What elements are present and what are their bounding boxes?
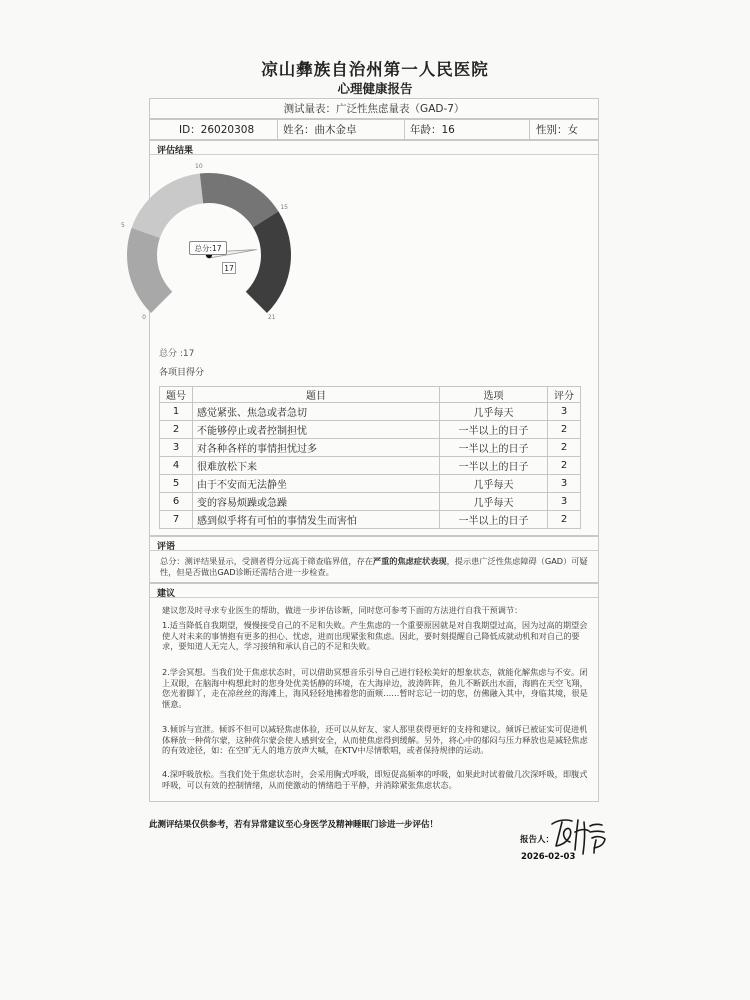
item-question: 不能够停止或者控制担忧 xyxy=(193,421,440,439)
patient-age: 年龄：16 xyxy=(410,124,455,136)
table-row xyxy=(160,457,581,475)
gauge-tick-label: 10 xyxy=(195,162,203,170)
reporter-label: 报告人： xyxy=(520,835,555,845)
item-score: 3 xyxy=(548,403,581,421)
item-scores-table xyxy=(159,386,581,529)
suggestion-intro: 建议您及时寻求专业医生的帮助，做进一步评估诊断，同时您可参考下面的方法进行自我干预调节： xyxy=(162,605,523,615)
table-row xyxy=(160,475,581,493)
item-question: 由于不安而无法静坐 xyxy=(193,475,440,493)
evaluation-divider xyxy=(150,154,598,155)
reporter-signature xyxy=(548,812,610,856)
item-score: 2 xyxy=(548,511,581,529)
suggestion-item: 2.学会冥想。当我们处于焦虑状态时，可以借助冥想音乐引导自己进行轻松美好的想象状态，就能化解焦虑与不安。闭上双眼，在脑海中构想此时的您身处优美恬静的环境，在大海岸边，波涛阵阵，鱼儿不断跃出水面，海鸥在天空飞翔，您光着脚丫，走在凉丝丝的海滩上，海风轻轻地拂着您的面颊……暂时忘记一切的您，仿佛融入其中，身临其境，很是惬意。 xyxy=(162,667,588,709)
item-score: 2 xyxy=(548,439,581,457)
item-option: 几乎每天 xyxy=(440,403,548,421)
item-question: 感到似乎将有可怕的事情发生而害怕 xyxy=(193,511,440,529)
item-option: 一半以上的日子 xyxy=(440,457,548,475)
item-question: 感觉紧张、焦急或者急切 xyxy=(193,403,440,421)
table-row xyxy=(160,511,581,529)
patient-gender: 性别：女 xyxy=(536,124,578,136)
gauge-tick-label: 5 xyxy=(120,221,125,229)
item-option: 几乎每天 xyxy=(440,475,548,493)
evaluation-title: 评估结果 xyxy=(157,146,194,156)
item-score: 3 xyxy=(548,493,581,511)
report-title: 心理健康报告 xyxy=(337,81,413,96)
patient-id-cell xyxy=(150,120,277,140)
table-header-row xyxy=(160,387,581,403)
disclaimer: 此测评结果仅供参考，若有异常建议至心身医学及精神睡眠门诊进一步评估！ xyxy=(149,820,439,830)
gauge-band-minimal xyxy=(127,228,172,313)
suggestion-title: 建议 xyxy=(157,589,176,599)
scale-row xyxy=(149,98,599,119)
item-question: 对各种各样的事情担忧过多 xyxy=(193,439,440,457)
col-option-header: 选项 xyxy=(440,387,548,403)
gauge-tick-label: 21 xyxy=(267,313,276,321)
item-option: 几乎每天 xyxy=(440,493,548,511)
comment-emphasis: 严重的焦虑症状表现 xyxy=(372,556,447,566)
hospital-name: 凉山彝族自治州第一人民医院 xyxy=(261,60,489,79)
table-row xyxy=(160,493,581,511)
col-no-header: 题号 xyxy=(160,387,193,403)
patient-age-cell xyxy=(404,120,529,140)
comment-suffix: ，提示患广泛性焦虑障碍（GAD）可疑性，但是否做出GAD诊断还需结合进一步检查。 xyxy=(160,556,588,577)
col-question-header: 题目 xyxy=(193,387,440,403)
comment-divider xyxy=(150,550,598,551)
item-no: 6 xyxy=(160,493,193,511)
item-score: 3 xyxy=(548,475,581,493)
suggestion-item: 3.倾诉与宣泄。倾诉不但可以减轻焦虑体验，还可以从好友、家人那里获得更好的支持和建议。倾诉已被证实可促进机体释放一种荷尔蒙，这种荷尔蒙会使人感到安全，从而使焦虑得到缓解。另外，将心中的郁闷与压力释放也是减轻焦虑的有效途径，如：在空旷无人的地方放声大喊，在KTV中尽情歌唱，或者保持规律的运动。 xyxy=(162,724,588,756)
report-date: 2026-02-03 xyxy=(521,852,576,862)
patient-name-cell xyxy=(277,120,404,140)
item-no: 5 xyxy=(160,475,193,493)
table-row xyxy=(160,403,581,421)
item-score: 2 xyxy=(548,421,581,439)
patient-gender-cell xyxy=(529,120,598,140)
total-score: 总分 :17 xyxy=(159,349,195,359)
item-no: 3 xyxy=(160,439,193,457)
item-option: 一半以上的日子 xyxy=(440,511,548,529)
patient-name: 姓名：曲木金卓 xyxy=(283,124,357,136)
comment-section xyxy=(149,536,599,583)
gauge-band-severe xyxy=(246,211,291,313)
patient-id: ID：26020308 xyxy=(179,124,255,136)
item-no: 7 xyxy=(160,511,193,529)
comment-prefix: 总分：测评结果显示，受测者得分远高于筛查临界值，存在 xyxy=(160,556,373,566)
table-row xyxy=(160,439,581,457)
suggestion-item: 1.适当降低自我期望，慢慢接受自己的不足和失败。产生焦虑的一个重要原因就是对自我期望过高，因为过高的期望会使人对未来的事情抱有更多的担心、忧虑，进而出现紧张和焦虑。因此，要时刻提醒自己降低成就动机和对自己的要求，要知道人无完人，学习接纳和承认自己的不足和失败。 xyxy=(162,620,588,652)
gauge-band-mild xyxy=(132,174,204,238)
suggestion-item: 4.深呼吸放松。当我们处于焦虑状态时，会采用胸式呼吸，即短促高频率的呼吸，如果此时试着做几次深呼吸，即腹式呼吸，可以有效的控制情绪，从而使激动的情绪趋于平静，并消除紧张焦虑状态。 xyxy=(162,769,588,790)
item-no: 1 xyxy=(160,403,193,421)
table-row xyxy=(160,421,581,439)
item-no: 4 xyxy=(160,457,193,475)
suggestion-section xyxy=(149,583,599,802)
comment-text xyxy=(160,556,592,578)
patient-info-row xyxy=(149,119,599,140)
gauge-tick-label: 0 xyxy=(142,313,146,321)
comment-title: 评语 xyxy=(157,542,176,552)
gauge-tick-label: 15 xyxy=(280,203,288,211)
item-no: 2 xyxy=(160,421,193,439)
items-title: 各项目得分 xyxy=(159,368,205,378)
col-score-header: 评分 xyxy=(548,387,581,403)
gauge-value-label: 17 xyxy=(222,262,236,274)
item-question: 很难放松下来 xyxy=(193,457,440,475)
item-option: 一半以上的日子 xyxy=(440,421,548,439)
item-option: 一半以上的日子 xyxy=(440,439,548,457)
item-score: 2 xyxy=(548,457,581,475)
item-question: 变的容易烦躁或急躁 xyxy=(193,493,440,511)
suggestion-divider xyxy=(150,597,598,598)
scale-label: 测试量表：广泛性焦虑量表（GAD-7） xyxy=(283,103,465,115)
gauge-callout: 总分:17 xyxy=(189,241,227,255)
